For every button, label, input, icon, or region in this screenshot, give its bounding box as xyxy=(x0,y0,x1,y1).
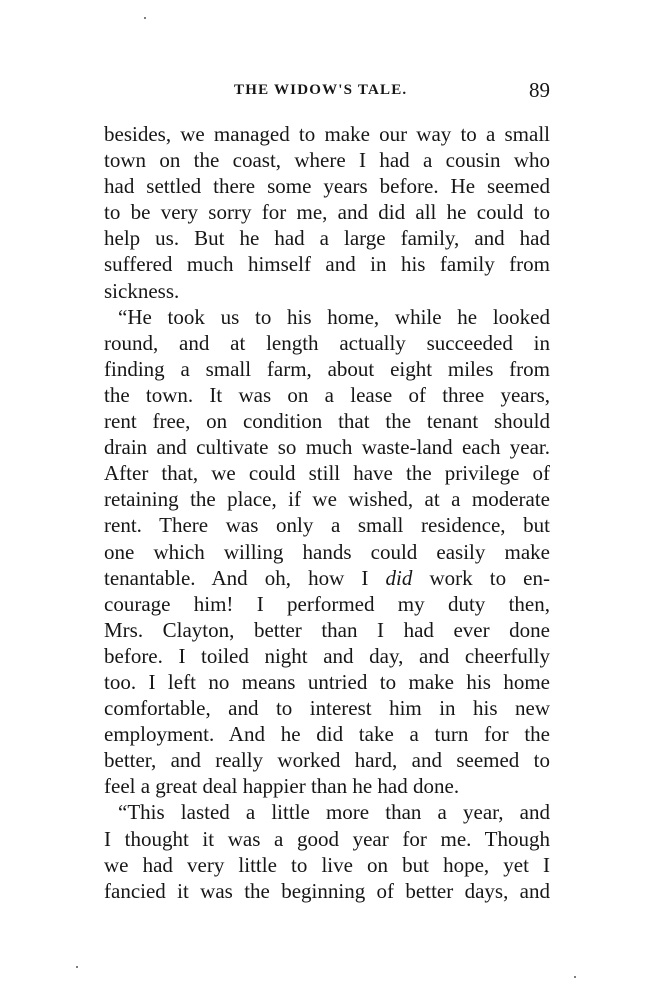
paper-speck xyxy=(76,966,78,968)
text-line: help us. But he had a large family, and had xyxy=(104,226,550,251)
paper-speck xyxy=(144,17,146,19)
text-line: had settled there some years before. He seemed xyxy=(104,174,550,199)
text-line: one which willing hands could easily make xyxy=(104,539,550,564)
text-line: town on the coast, where I had a cousin who xyxy=(104,148,550,173)
page-number: 89 xyxy=(529,78,550,102)
text-line: fancied it was the beginning of better days, and xyxy=(104,878,550,903)
page-header xyxy=(104,78,550,102)
text-line: feel a great deal happier than he had done. xyxy=(104,774,460,799)
running-head: THE WIDOW'S TALE. xyxy=(234,82,408,98)
emphasized-word: did xyxy=(385,565,413,590)
text-line: drain and cultivate so much waste-land each year. xyxy=(104,435,550,460)
text-line: “He took us to his home, while he looked xyxy=(118,304,550,329)
text-line: finding a small farm, about eight miles from xyxy=(104,356,550,381)
paper-speck xyxy=(574,976,576,978)
text-line: rent. There was only a small residence, but xyxy=(104,513,550,538)
text-line: too. I left no means untried to make his home xyxy=(104,669,550,694)
text-segment: work to en- xyxy=(412,565,551,590)
text-line: to be very sorry for me, and did all he could to xyxy=(104,200,550,225)
text-line: rent free, on condition that the tenant should xyxy=(104,409,550,434)
text-line xyxy=(104,565,550,591)
text-line: courage him! I performed my duty then, xyxy=(104,591,550,616)
text-line: I thought it was a good year for me. Though xyxy=(104,826,550,851)
text-line: before. I toiled night and day, and cheerfully xyxy=(104,643,550,668)
text-line: After that, we could still have the privilege of xyxy=(104,461,550,486)
text-line: “This lasted a little more than a year, and xyxy=(118,800,550,825)
text-line: better, and really worked hard, and seemed to xyxy=(104,748,550,773)
text-line: comfortable, and to interest him in his new xyxy=(104,696,550,721)
text-line: round, and at length actually succeeded in xyxy=(104,330,550,355)
text-line: besides, we managed to make our way to a small xyxy=(104,122,550,146)
text-line: we had very little to live on but hope, yet I xyxy=(104,852,550,877)
text-segment: tenantable. And oh, how I xyxy=(104,565,386,590)
text-line: employment. And he did take a turn for the xyxy=(104,722,550,747)
text-line: Mrs. Clayton, better than I had ever done xyxy=(104,617,550,642)
text-line: suffered much himself and in his family from xyxy=(104,252,550,277)
body-text xyxy=(104,121,550,904)
text-line: retaining the place, if we wished, at a moderate xyxy=(104,487,550,512)
text-line: the town. It was on a lease of three years, xyxy=(104,382,550,407)
text-line: sickness. xyxy=(104,278,180,303)
